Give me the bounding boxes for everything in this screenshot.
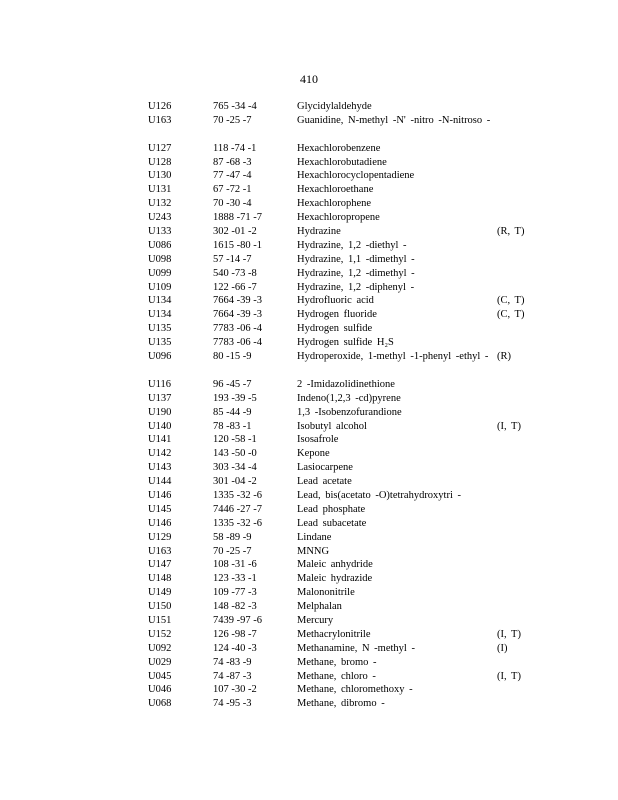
waste-code: U148: [148, 573, 172, 585]
chemical-name: Lead acetate: [297, 476, 352, 488]
waste-code: U135: [148, 337, 172, 349]
chemical-name: Kepone: [297, 448, 330, 460]
cas-number: 107 -30 -2: [213, 684, 257, 696]
cas-number: 74 -87 -3: [213, 670, 252, 682]
chemical-name: Maleic hydrazide: [297, 573, 373, 585]
cas-number: 765 -34 -4: [213, 101, 257, 112]
waste-code: U140: [148, 420, 172, 432]
cas-number: 303 -34 -4: [213, 462, 257, 474]
cas-number: 1615 -80 -1: [213, 239, 262, 251]
table-row: [0, 100, 618, 114]
table-row: [0, 142, 618, 156]
cas-number: 1888 -71 -7: [213, 212, 262, 224]
chemical-name: Methacrylonitrile: [297, 628, 371, 640]
waste-code: U092: [148, 642, 172, 654]
waste-code: U142: [148, 448, 172, 460]
cas-number: 58 -89 -9: [213, 531, 252, 543]
table-row: [0, 517, 618, 531]
chemical-name: Hydroperoxide, 1-methyl -1-phenyl -ethyl -: [297, 351, 489, 363]
chemical-name: Hydrazine, 1,2 -diethyl -: [297, 239, 407, 251]
table-row: [0, 406, 618, 420]
table-row: [0, 267, 618, 281]
waste-code: U135: [148, 323, 172, 335]
waste-code: U141: [148, 434, 172, 446]
chemical-name: 1,3 -Isobenzofurandione: [297, 406, 402, 418]
page-number: 410: [300, 72, 318, 86]
table-row: [0, 156, 618, 170]
waste-code: U046: [148, 684, 172, 696]
waste-code: U145: [148, 503, 172, 515]
waste-code: U127: [148, 142, 172, 154]
table-row: [0, 336, 618, 350]
table-row: [0, 281, 618, 295]
chemical-name: Guanidine, N-methyl -N' -nitro -N-nitroso -: [297, 114, 491, 126]
table-row: [0, 628, 618, 642]
cas-number: 148 -82 -3: [213, 601, 257, 613]
waste-code: U086: [148, 239, 172, 251]
waste-code: U130: [148, 170, 172, 182]
table-row: [0, 503, 618, 517]
waste-code: U134: [148, 309, 172, 321]
table-row: [0, 350, 618, 378]
hazard-code: (R): [497, 351, 511, 363]
chemical-name: Lasiocarpene: [297, 462, 353, 474]
chemical-name: MNNG: [297, 545, 330, 557]
waste-code: U068: [148, 698, 172, 710]
chemical-name: Hydrogen fluoride: [297, 309, 377, 321]
cas-number: 74 -95 -3: [213, 698, 252, 710]
chemical-name: Hydrofluoric acid: [297, 295, 374, 307]
chemical-name: Melphalan: [297, 601, 342, 613]
waste-code: U131: [148, 184, 172, 196]
cas-number: 193 -39 -5: [213, 392, 257, 404]
hazardous-waste-table: [0, 100, 618, 711]
waste-code: U096: [148, 351, 172, 363]
table-row: [0, 461, 618, 475]
cas-number: 122 -66 -7: [213, 281, 257, 293]
waste-code: U128: [148, 156, 172, 168]
chemical-name: Maleic anhydride: [297, 559, 373, 571]
chemical-name: Mercury: [297, 614, 334, 626]
table-row: [0, 656, 618, 670]
table-row: [0, 600, 618, 614]
chemical-name: Hydrazine: [297, 226, 341, 238]
chemical-name: Hydrazine, 1,2 -diphenyl -: [297, 281, 415, 293]
cas-number: 1335 -32 -6: [213, 489, 262, 501]
hazard-code: (I): [497, 642, 508, 654]
table-row: [0, 572, 618, 586]
waste-code: U109: [148, 281, 172, 293]
waste-code: U129: [148, 531, 172, 543]
cas-number: 70 -25 -7: [213, 545, 252, 557]
cas-number: 123 -33 -1: [213, 573, 257, 585]
chemical-name: Indeno(1,2,3 -cd)pyrene: [297, 392, 401, 404]
waste-code: U151: [148, 614, 172, 626]
chemical-name: Hydrogen sulfide: [297, 323, 373, 335]
waste-code: U243: [148, 212, 172, 224]
waste-code: U132: [148, 198, 172, 210]
waste-code: U099: [148, 267, 172, 279]
table-row: [0, 586, 618, 600]
chemical-name: Methane, chloro -: [297, 670, 376, 682]
chemical-name: Hexachlorobutadiene: [297, 156, 387, 168]
hazard-code: (R, T): [497, 226, 525, 238]
chemical-name: Methane, dibromo -: [297, 698, 385, 710]
table-row: [0, 433, 618, 447]
waste-code: U146: [148, 517, 172, 529]
waste-code: U163: [148, 545, 172, 557]
table-row: [0, 225, 618, 239]
waste-code: U150: [148, 601, 172, 613]
waste-code: U152: [148, 628, 172, 640]
waste-code: U029: [148, 656, 172, 668]
cas-number: 7439 -97 -6: [213, 614, 262, 626]
table-row: [0, 253, 618, 267]
cas-number: 120 -58 -1: [213, 434, 257, 446]
table-row: [0, 197, 618, 211]
table-row: [0, 420, 618, 434]
table-row: [0, 475, 618, 489]
chemical-name: Hexachlorocyclopentadiene: [297, 170, 415, 182]
hazard-code: (I, T): [497, 670, 521, 682]
cas-number: 302 -01 -2: [213, 226, 257, 238]
cas-number: 1335 -32 -6: [213, 517, 262, 529]
hazard-code: (I, T): [497, 628, 521, 640]
table-row: [0, 531, 618, 545]
waste-code: U147: [148, 559, 172, 571]
cas-number: 126 -98 -7: [213, 628, 257, 640]
cas-number: 67 -72 -1: [213, 184, 252, 196]
chemical-name: Hexachlorobenzene: [297, 142, 381, 154]
hazard-code: (I, T): [497, 420, 521, 432]
chemical-name: Lead phosphate: [297, 503, 366, 515]
chemical-name: Methane, chloromethoxy -: [297, 684, 413, 696]
waste-code: U149: [148, 587, 172, 599]
waste-code: U133: [148, 226, 172, 238]
cas-number: 7446 -27 -7: [213, 503, 262, 515]
chemical-name: Methane, bromo -: [297, 656, 377, 668]
table-row: [0, 558, 618, 572]
cas-number: 108 -31 -6: [213, 559, 257, 571]
cas-number: 57 -14 -7: [213, 253, 252, 265]
chemical-name: Hydrogen sulfide H₂S: [297, 337, 394, 349]
table-row: [0, 683, 618, 697]
waste-code: U116: [148, 378, 171, 390]
table-row: [0, 378, 618, 392]
cas-number: 78 -83 -1: [213, 420, 252, 432]
waste-code: U190: [148, 406, 172, 418]
table-row: [0, 322, 618, 336]
table-row: [0, 211, 618, 225]
chemical-name: 2 -Imidazolidinethione: [297, 378, 395, 390]
cas-number: 143 -50 -0: [213, 448, 257, 460]
table-row: [0, 642, 618, 656]
cas-number: 7664 -39 -3: [213, 309, 262, 321]
hazard-code: (C, T): [497, 309, 525, 321]
chemical-name: Lindane: [297, 531, 332, 543]
cas-number: 70 -25 -7: [213, 114, 252, 126]
waste-code: U137: [148, 392, 172, 404]
chemical-name: Hexachloropropene: [297, 212, 380, 224]
chemical-name: Lead, bis(acetato -O)tetrahydroxytri -: [297, 489, 462, 501]
cas-number: 109 -77 -3: [213, 587, 257, 599]
table-row: [0, 183, 618, 197]
table-row: [0, 545, 618, 559]
waste-code: U134: [148, 295, 172, 307]
cas-number: 301 -04 -2: [213, 476, 257, 488]
table-row: [0, 169, 618, 183]
table-row: [0, 670, 618, 684]
cas-number: 7783 -06 -4: [213, 323, 262, 335]
chemical-name: Hexachloroethane: [297, 184, 374, 196]
waste-code: U143: [148, 462, 172, 474]
chemical-name: Methanamine, N -methyl -: [297, 642, 415, 654]
cas-number: 85 -44 -9: [213, 406, 252, 418]
chemical-name: Hydrazine, 1,1 -dimethyl -: [297, 253, 415, 265]
chemical-name: Malononitrile: [297, 587, 355, 599]
waste-code: U144: [148, 476, 172, 488]
waste-code: U146: [148, 489, 172, 501]
table-row: [0, 614, 618, 628]
table-row: [0, 447, 618, 461]
waste-code: U126: [148, 101, 172, 112]
cas-number: 124 -40 -3: [213, 642, 257, 654]
chemical-name: Glycidylaldehyde: [297, 101, 372, 112]
table-row: [0, 294, 618, 308]
chemical-name: Hydrazine, 1,2 -dimethyl -: [297, 267, 415, 279]
waste-code: U098: [148, 253, 172, 265]
table-row: [0, 114, 618, 142]
waste-code: U045: [148, 670, 172, 682]
chemical-name: Hexachlorophene: [297, 198, 372, 210]
table-row: [0, 308, 618, 322]
table-row: [0, 392, 618, 406]
cas-number: 7783 -06 -4: [213, 337, 262, 349]
table-row: [0, 697, 618, 711]
chemical-name: Lead subacetate: [297, 517, 367, 529]
cas-number: 70 -30 -4: [213, 198, 252, 210]
cas-number: 77 -47 -4: [213, 170, 252, 182]
cas-number: 80 -15 -9: [213, 351, 252, 363]
hazard-code: (C, T): [497, 295, 525, 307]
cas-number: 118 -74 -1: [213, 142, 257, 154]
cas-number: 7664 -39 -3: [213, 295, 262, 307]
chemical-name: Isobutyl alcohol: [297, 420, 367, 432]
cas-number: 74 -83 -9: [213, 656, 252, 668]
table-row: [0, 489, 618, 503]
table-row: [0, 239, 618, 253]
waste-code: U163: [148, 114, 172, 126]
cas-number: 87 -68 -3: [213, 156, 252, 168]
chemical-name: Isosafrole: [297, 434, 339, 446]
cas-number: 96 -45 -7: [213, 378, 252, 390]
cas-number: 540 -73 -8: [213, 267, 257, 279]
